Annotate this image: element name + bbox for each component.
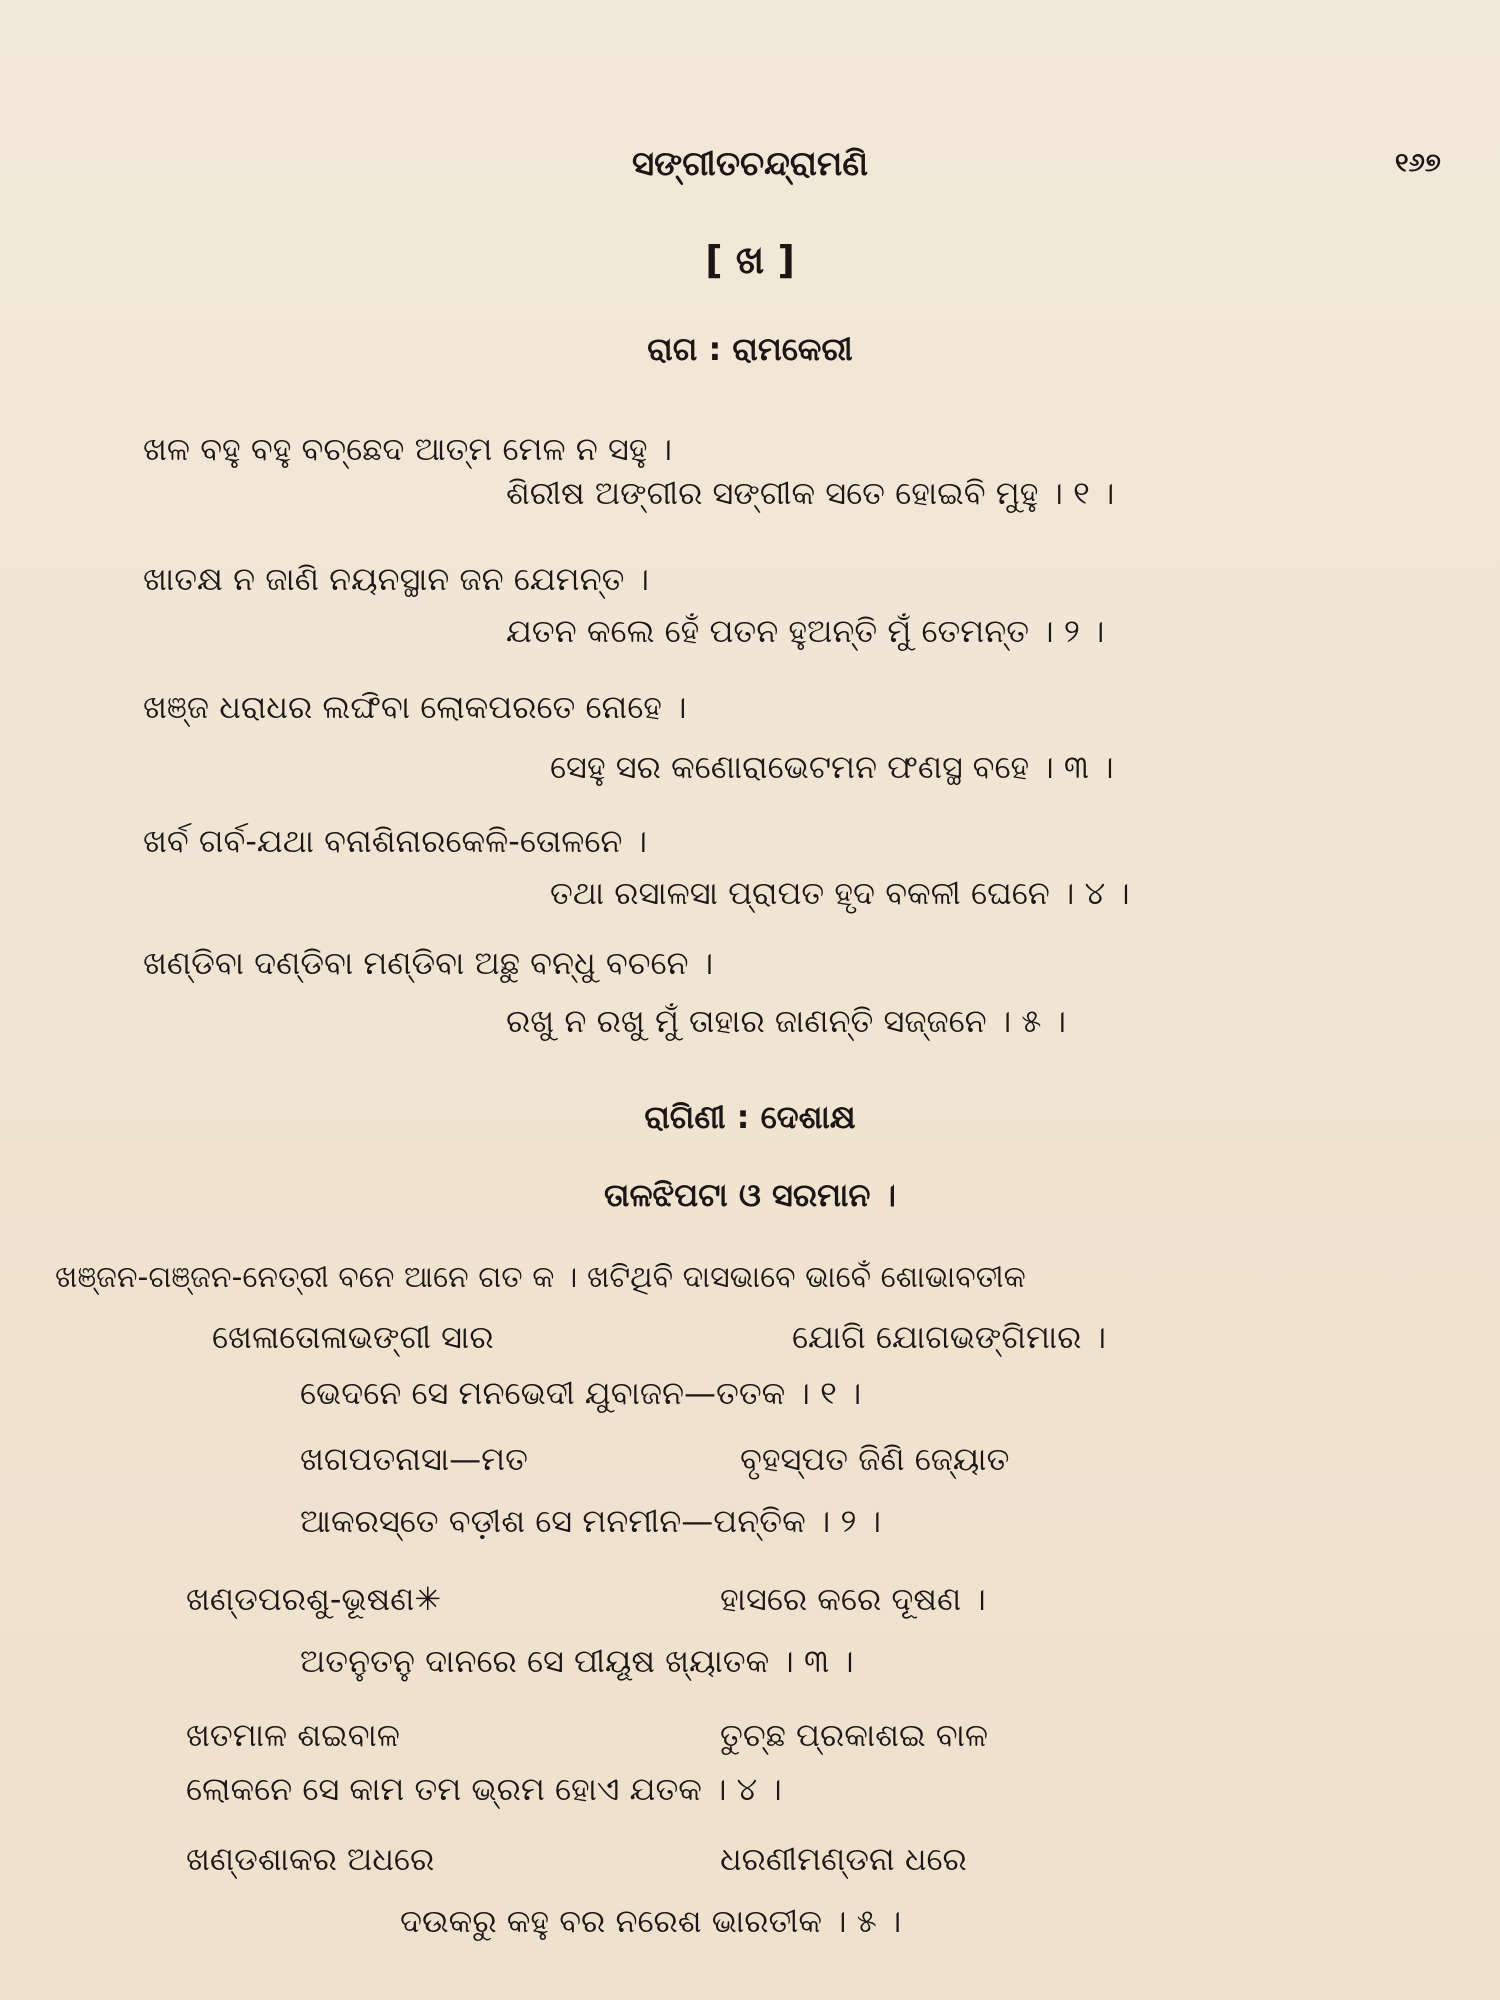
verse-line: ରଖୁ ନ ରଖୁ ମୁଁ ତାହାର ଜାଣନ୍ତି ସଜ୍ଜନେ । ୫ । [506, 1002, 1066, 1040]
ragini-heading: ରାଗିଣୀ : ଦେଶାକ୍ଷ [644, 1098, 856, 1136]
verse-line: ଆକରସ୍ତେ ବଡ଼ୀଶ ସେ ମନମୀନ—ପନ୍ତିକ । ୨ । [300, 1502, 881, 1540]
verse-line: ଧରଣୀମଣ୍ଡନା ଧରେ [720, 1840, 967, 1878]
verse-line: ଦଉକରୁ କହୁ ବର ନରେଶ ଭାରତୀକ । ୫ । [400, 1902, 902, 1940]
verse-line: ଖାତକ୍ଷ ନ ଜାଣି ନୟନସ୍ଥାନ ଜନ ଯେମନ୍ତ । [143, 560, 650, 598]
verse-line: ତୁଚ୍ଛ ପ୍ରକାଶଇ ବାଳ [720, 1716, 988, 1754]
verse-line: ଖଞ୍ଜନ-ଗଞ୍ଜନ-ନେତ୍ରୀ ବନେ ଆନେ ଗତ କ । ଖଟିଥିବି ଦାସଭାବେ ଭାବେଁ ଶୋଭାବତୀକ [55, 1260, 1026, 1295]
verse-line: ଖଣ୍ଡଶାକର ଅଧରେ [186, 1840, 435, 1878]
page-number: ୧୬୭ [1395, 148, 1441, 178]
verse-line: ଖର୍ବ ଗର୍ବ-ଯଥା ବନାଶିନାରକେଳି-ତୋଳନେ । [143, 822, 648, 860]
verse-line: ଯତନ କଲେ ହେଁ ପତନ ହୁଅନ୍ତି ମୁଁ ତେମନ୍ତ । ୨ । [506, 612, 1105, 650]
verse-line: ତଥା ରସାଳସା ପ୍ରାପତ ହୃଦ ବକଳୀ ଘେନେ । ୪ । [550, 874, 1130, 912]
verse-line: ବୃହସ୍ପତ ଜିଣି ଜ୍ୟୋତ [740, 1440, 1010, 1478]
verse-line: ଶିରୀଷ ଅଙ୍ଗୀର ସଙ୍ଗୀକ ସତେ ହୋଇବି ମୁହୁ । ୧ । [506, 474, 1115, 512]
verse-line: ଖଞ୍ଜ ଧରାଧର ଲଙ୍ଘିବା ଲୋକପରତେ ନୋହେ । [143, 688, 687, 726]
verse-line: ଭେଦନେ ସେ ମନଭେଦୀ ଯୁବାଜନ—ତତକ । ୧ । [300, 1374, 862, 1412]
verse-line: ଖଳ ବହୁ ବହୁ ବଚ୍ଛେଦ ଆତ୍ମ ମେଳ ନ ସହୁ । [143, 430, 673, 468]
verse-line: ସେହୁ ସର କଣୋରାଭେଟମନ ଫଣସ୍ଥ ବହେ । ୩ । [550, 748, 1114, 786]
verse-line: ଖଣ୍ଡପରଶୁ-ଭୂଷଣ✳ [186, 1580, 442, 1618]
tala-heading: ତାଳଝିପଟା ଓ ସରମାନ । [604, 1176, 896, 1214]
raga-heading: ରାଗ : ରାମକେରୀ [647, 330, 853, 368]
section-letter: [ ଖ ] [705, 238, 795, 282]
verse-line: ଖଗପତନାସା—ମତ [300, 1440, 528, 1478]
verse-line: ଲୋକନେ ସେ କାମ ତମ ଭ୍ରମ ହୋଏ ଯତକ । ୪ । [186, 1770, 782, 1808]
verse-line: ଖେଳାତୋଳାଭଙ୍ଗୀ ସାର [212, 1318, 494, 1356]
verse-line: ଅତନୁତନୁ ଦାନରେ ସେ ପୀୟୂଷ ଖ୍ୟାତକ । ୩ । [300, 1642, 854, 1680]
running-title: ସଙ୍ଗୀତଚନ୍ଦ୍ରାମଣି [631, 144, 869, 184]
verse-line: ଯୋଗି ଯୋଗଭଙ୍ଗିମାର । [792, 1318, 1107, 1356]
verse-line: ଖତମାଳ ଶଇବାଳ [186, 1716, 400, 1754]
verse-line: ଖଣ୍ଡିବା ଦଣ୍ଡିବା ମଣ୍ଡିବା ଅଛୁ ବନ୍ଧୁ ବଚନେ । [143, 944, 714, 982]
verse-line: ହାସରେ କରେ ଦୂଷଣ । [720, 1580, 986, 1618]
